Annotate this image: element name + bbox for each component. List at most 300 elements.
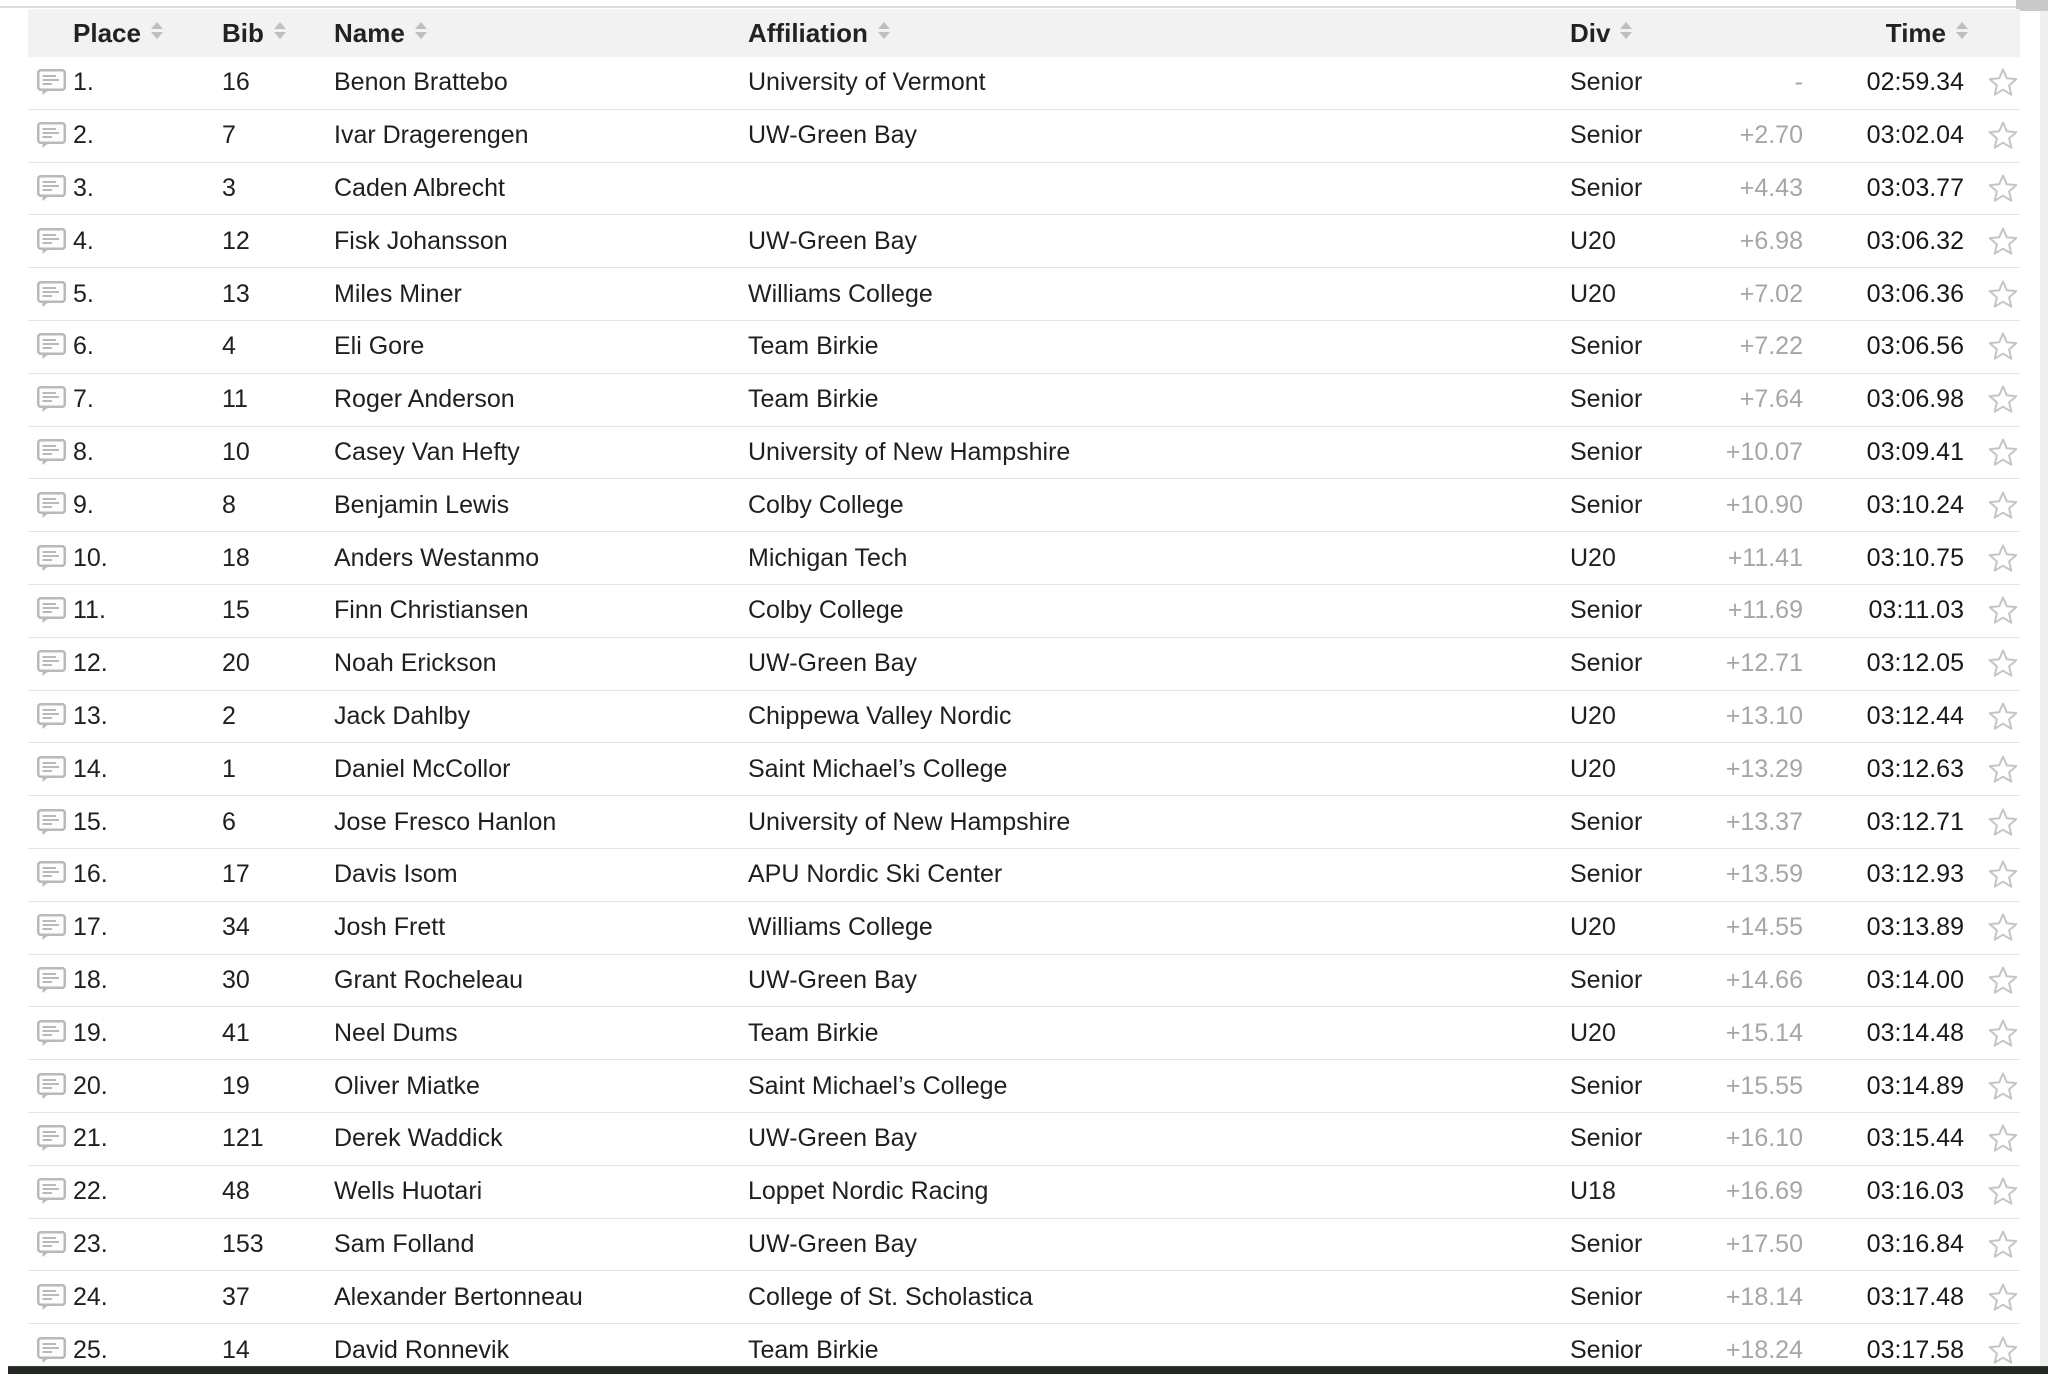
star-icon[interactable]: [1987, 1335, 2019, 1366]
cell-star: [1968, 437, 2020, 468]
cell-diff: +7.02: [1739, 279, 1803, 308]
cell-diff: +2.70: [1739, 121, 1803, 150]
cell-place: 9.: [73, 490, 94, 519]
cell-time: 03:03.77: [1866, 173, 1964, 202]
table-row[interactable]: [28, 1113, 2020, 1166]
star-icon[interactable]: [1987, 859, 2019, 890]
cell-time: 03:17.58: [1866, 1335, 1964, 1364]
comment-icon[interactable]: [37, 1337, 66, 1364]
cell-place: 13.: [73, 701, 108, 730]
cell-star: [1968, 67, 2020, 98]
cell-name: Jack Dahlby: [334, 701, 471, 730]
cell-div: Senior: [1570, 807, 1643, 836]
cell-icon: [28, 175, 66, 202]
cell-bib: 10: [222, 437, 250, 466]
table-body: [28, 57, 2020, 1374]
cell-name: Finn Christiansen: [334, 596, 529, 625]
cell-time: 03:06.36: [1866, 279, 1964, 308]
cell-bib: 16: [222, 68, 250, 97]
cell-time: 03:15.44: [1866, 1124, 1964, 1153]
cell-place: 8.: [73, 437, 94, 466]
column-header-label: Time: [1885, 17, 1946, 48]
cell-name: Anders Westanmo: [334, 543, 540, 572]
cell-icon: [28, 122, 66, 149]
cell-place: 1.: [73, 68, 94, 97]
cell-diff: +16.10: [1725, 1124, 1803, 1153]
cell-time: 03:17.48: [1866, 1282, 1964, 1311]
cell-icon: [28, 756, 66, 783]
table-row[interactable]: [28, 1166, 2020, 1219]
cell-place: 6.: [73, 332, 94, 361]
cell-div: U20: [1570, 1018, 1616, 1047]
top-divider: [0, 6, 2016, 8]
cell-place: 7.: [73, 385, 94, 414]
cell-place: 25.: [73, 1335, 108, 1364]
comment-icon[interactable]: [37, 1125, 66, 1152]
comment-icon[interactable]: [37, 1073, 66, 1100]
cell-affiliation: University of New Hampshire: [748, 807, 1071, 836]
cell-div: Senior: [1570, 173, 1643, 202]
cell-bib: 20: [222, 649, 250, 678]
cell-diff: +4.43: [1739, 173, 1803, 202]
cell-diff: +14.66: [1725, 965, 1803, 994]
cell-icon: [28, 914, 66, 941]
comment-icon[interactable]: [37, 333, 66, 360]
table-row[interactable]: [28, 1271, 2020, 1324]
cell-affiliation: College of St. Scholastica: [748, 1282, 1033, 1311]
cell-icon: [28, 861, 66, 888]
table-row[interactable]: [28, 955, 2020, 1008]
cell-diff: +14.55: [1725, 913, 1803, 942]
cell-affiliation: Loppet Nordic Racing: [748, 1177, 989, 1206]
column-header-label: Place: [73, 17, 141, 48]
column-header-label: Affiliation: [748, 17, 868, 48]
cell-name: Miles Miner: [334, 279, 462, 308]
cell-time: 03:10.24: [1866, 490, 1964, 519]
cell-bib: 2: [222, 701, 236, 730]
cell-star: [1968, 965, 2020, 996]
cell-star: [1968, 1229, 2020, 1260]
cell-div: U20: [1570, 279, 1616, 308]
table-row[interactable]: [28, 796, 2020, 849]
comment-icon[interactable]: [37, 1178, 66, 1205]
cell-diff: +13.10: [1725, 701, 1803, 730]
cell-star: [1968, 648, 2020, 679]
cell-star: [1968, 1176, 2020, 1207]
cell-star: [1968, 595, 2020, 626]
cell-name: Roger Anderson: [334, 385, 515, 414]
cell-affiliation: Saint Michael’s College: [748, 754, 1008, 783]
comment-icon[interactable]: [37, 228, 66, 255]
cell-time: 03:12.93: [1866, 860, 1964, 889]
cell-name: Noah Erickson: [334, 649, 497, 678]
cell-icon: [28, 967, 66, 994]
cell-bib: 11: [222, 385, 248, 414]
cell-name: Benjamin Lewis: [334, 490, 510, 519]
cell-name: Benon Brattebo: [334, 68, 508, 97]
table-row[interactable]: [28, 691, 2020, 744]
star-icon[interactable]: [1987, 648, 2019, 679]
star-icon[interactable]: [1987, 384, 2019, 415]
cell-bib: 13: [222, 279, 250, 308]
cell-div: Senior: [1570, 121, 1643, 150]
cell-place: 20.: [73, 1071, 108, 1100]
cell-name: Oliver Miatke: [334, 1071, 480, 1100]
cell-diff: +15.14: [1725, 1018, 1803, 1047]
star-icon[interactable]: [1987, 543, 2019, 574]
cell-time: 03:14.48: [1866, 1018, 1964, 1047]
cell-diff: +18.14: [1725, 1282, 1803, 1311]
bottom-image-edge: [8, 1366, 2048, 1374]
cell-star: [1968, 754, 2020, 785]
sort-icon: [1620, 22, 1632, 39]
cell-bib: 7: [222, 121, 236, 150]
cell-name: Fisk Johansson: [334, 226, 508, 255]
cell-name: Daniel McCollor: [334, 754, 511, 783]
cell-time: 03:09.41: [1866, 437, 1964, 466]
table-row[interactable]: [28, 585, 2020, 638]
table-row[interactable]: [28, 57, 2020, 110]
cell-affiliation: Team Birkie: [748, 332, 879, 361]
comment-icon[interactable]: [37, 650, 66, 677]
star-icon[interactable]: [1987, 331, 2019, 362]
cell-place: 17.: [73, 913, 108, 942]
column-header-label: Div: [1570, 17, 1611, 48]
cell-time: 03:12.05: [1866, 649, 1964, 678]
cell-name: Caden Albrecht: [334, 173, 505, 202]
table-row[interactable]: [28, 268, 2020, 321]
cell-bib: 19: [222, 1071, 250, 1100]
cell-affiliation: UW-Green Bay: [748, 1229, 918, 1258]
cell-star: [1968, 384, 2020, 415]
cell-bib: 18: [222, 543, 250, 572]
cell-name: Wells Huotari: [334, 1177, 483, 1206]
cell-diff: +7.64: [1739, 385, 1803, 414]
cell-icon: [28, 703, 66, 730]
cell-div: Senior: [1570, 965, 1643, 994]
cell-star: [1968, 912, 2020, 943]
cell-name: Davis Isom: [334, 860, 458, 889]
column-header-place[interactable]: [66, 18, 214, 49]
table-row[interactable]: [28, 743, 2020, 796]
cell-bib: 6: [222, 807, 236, 836]
star-icon[interactable]: [1987, 279, 2019, 310]
cell-time: 03:12.63: [1866, 754, 1964, 783]
cell-star: [1968, 173, 2020, 204]
cell-star: [1968, 226, 2020, 257]
cell-bib: 3: [222, 173, 236, 202]
star-icon[interactable]: [1987, 1071, 2019, 1102]
comment-icon[interactable]: [37, 439, 66, 466]
cell-star: [1968, 1071, 2020, 1102]
cell-bib: 14: [222, 1335, 250, 1364]
comment-icon[interactable]: [37, 492, 66, 519]
cell-place: 5.: [73, 279, 94, 308]
cell-icon: [28, 228, 66, 255]
comment-icon[interactable]: [37, 756, 66, 783]
cell-bib: 37: [222, 1282, 250, 1311]
cell-place: 19.: [73, 1018, 108, 1047]
cell-name: Ivar Dragerengen: [334, 121, 529, 150]
cell-time: 03:06.98: [1866, 385, 1964, 414]
star-icon[interactable]: [1987, 1123, 2019, 1154]
cell-bib: 153: [222, 1229, 264, 1258]
sort-icon: [1956, 22, 1968, 39]
cell-star: [1968, 1018, 2020, 1049]
cell-div: Senior: [1570, 860, 1643, 889]
cell-bib: 34: [222, 913, 250, 942]
cell-star: [1968, 331, 2020, 362]
cell-star: [1968, 1335, 2020, 1366]
vertical-scrollbar-track[interactable]: [2040, 0, 2048, 1374]
cell-diff: -: [1794, 68, 1803, 97]
cell-time: 03:10.75: [1866, 543, 1964, 572]
cell-bib: 8: [222, 490, 236, 519]
comment-icon[interactable]: [37, 122, 66, 149]
cell-time: 03:06.56: [1866, 332, 1964, 361]
column-header-name[interactable]: [326, 18, 740, 49]
cell-diff: +17.50: [1725, 1229, 1803, 1258]
cell-place: 15.: [73, 807, 108, 836]
table-row[interactable]: [28, 532, 2020, 585]
cell-time: 03:14.89: [1866, 1071, 1964, 1100]
cell-name: Sam Folland: [334, 1229, 475, 1258]
table-row[interactable]: [28, 1007, 2020, 1060]
cell-diff: +13.37: [1725, 807, 1803, 836]
cell-div: Senior: [1570, 596, 1643, 625]
comment-icon[interactable]: [37, 967, 66, 994]
cell-div: U20: [1570, 226, 1616, 255]
column-header-label: Bib: [222, 17, 264, 48]
column-header-bib[interactable]: [214, 18, 326, 49]
star-icon[interactable]: [1987, 1282, 2019, 1313]
cell-place: 21.: [73, 1124, 108, 1153]
cell-bib: 30: [222, 965, 250, 994]
cell-affiliation: UW-Green Bay: [748, 1124, 918, 1153]
cell-name: Josh Frett: [334, 913, 446, 942]
cell-icon: [28, 333, 66, 360]
comment-icon[interactable]: [37, 1284, 66, 1311]
cell-icon: [28, 69, 66, 96]
cell-diff: +11.69: [1727, 596, 1803, 625]
star-icon[interactable]: [1987, 754, 2019, 785]
star-icon[interactable]: [1987, 120, 2019, 151]
cell-affiliation: UW-Green Bay: [748, 965, 918, 994]
comment-icon[interactable]: [37, 703, 66, 730]
sort-icon: [878, 22, 890, 39]
cell-bib: 4: [222, 332, 236, 361]
cell-star: [1968, 279, 2020, 310]
sort-icon: [415, 22, 427, 39]
cell-affiliation: University of New Hampshire: [748, 437, 1071, 466]
table-row[interactable]: [28, 110, 2020, 163]
cell-affiliation: Team Birkie: [748, 1335, 879, 1364]
cell-place: 18.: [73, 965, 108, 994]
cell-affiliation: Michigan Tech: [748, 543, 908, 572]
cell-name: Casey Van Hefty: [334, 437, 520, 466]
cell-div: Senior: [1570, 332, 1643, 361]
cell-diff: +7.22: [1739, 332, 1803, 361]
comment-icon[interactable]: [37, 69, 66, 96]
table-row[interactable]: [28, 1060, 2020, 1113]
table-row[interactable]: [28, 638, 2020, 691]
cell-place: 10.: [73, 543, 108, 572]
cell-time: 03:12.71: [1866, 807, 1964, 836]
cell-time: 03:12.44: [1866, 701, 1964, 730]
column-header-label: Name: [334, 17, 405, 48]
cell-place: 14.: [73, 754, 108, 783]
cell-div: Senior: [1570, 649, 1643, 678]
table-row[interactable]: [28, 902, 2020, 955]
table-row[interactable]: [28, 849, 2020, 902]
cell-place: 3.: [73, 173, 94, 202]
star-icon[interactable]: [1987, 1176, 2019, 1207]
cell-time: 03:11.03: [1868, 596, 1964, 625]
cell-affiliation: UW-Green Bay: [748, 121, 918, 150]
sort-icon: [274, 22, 286, 39]
star-icon[interactable]: [1987, 807, 2019, 838]
comment-icon[interactable]: [37, 545, 66, 572]
cell-place: 22.: [73, 1177, 108, 1206]
cell-name: Alexander Bertonneau: [334, 1282, 583, 1311]
cell-div: Senior: [1570, 1282, 1643, 1311]
star-icon[interactable]: [1987, 1229, 2019, 1260]
comment-icon[interactable]: [37, 914, 66, 941]
cell-affiliation: UW-Green Bay: [748, 649, 918, 678]
cell-affiliation: Colby College: [748, 596, 904, 625]
cell-time: 02:59.34: [1866, 68, 1964, 97]
comment-icon[interactable]: [37, 597, 66, 624]
cell-place: 12.: [73, 649, 108, 678]
cell-div: U20: [1570, 701, 1616, 730]
cell-diff: +13.59: [1725, 860, 1803, 889]
cell-star: [1968, 490, 2020, 521]
cell-bib: 17: [222, 860, 250, 889]
cell-time: 03:14.00: [1866, 965, 1964, 994]
column-header-time[interactable]: [1810, 18, 1968, 49]
cell-star: [1968, 543, 2020, 574]
cell-bib: 12: [222, 226, 250, 255]
comment-icon[interactable]: [37, 1020, 66, 1047]
comment-icon[interactable]: [37, 861, 66, 888]
table-row[interactable]: [28, 479, 2020, 532]
cell-affiliation: APU Nordic Ski Center: [748, 860, 1003, 889]
cell-icon: [28, 809, 66, 836]
table-row[interactable]: [28, 215, 2020, 268]
cell-name: Derek Waddick: [334, 1124, 503, 1153]
comment-icon[interactable]: [37, 175, 66, 202]
cell-div: Senior: [1570, 1071, 1643, 1100]
cell-div: Senior: [1570, 437, 1643, 466]
star-icon[interactable]: [1987, 173, 2019, 204]
cell-affiliation: University of Vermont: [748, 68, 986, 97]
table-row[interactable]: [28, 321, 2020, 374]
cell-icon: [28, 1178, 66, 1205]
star-icon[interactable]: [1987, 1018, 2019, 1049]
cell-icon: [28, 1337, 66, 1364]
table-row[interactable]: [28, 163, 2020, 216]
cell-affiliation: Team Birkie: [748, 1018, 879, 1047]
cell-name: Neel Dums: [334, 1018, 458, 1047]
cell-div: U20: [1570, 754, 1616, 783]
cell-div: Senior: [1570, 1124, 1643, 1153]
cell-diff: +12.71: [1725, 649, 1803, 678]
star-icon[interactable]: [1987, 67, 2019, 98]
star-icon[interactable]: [1987, 912, 2019, 943]
star-icon[interactable]: [1987, 701, 2019, 732]
cell-diff: +16.69: [1725, 1177, 1803, 1206]
cell-time: 03:13.89: [1866, 913, 1964, 942]
cell-diff: +13.29: [1725, 754, 1803, 783]
star-icon[interactable]: [1987, 437, 2019, 468]
cell-diff: +11.41: [1727, 543, 1803, 572]
comment-icon[interactable]: [37, 809, 66, 836]
star-icon[interactable]: [1987, 490, 2019, 521]
cell-div: Senior: [1570, 68, 1643, 97]
cell-name: Grant Rocheleau: [334, 965, 524, 994]
cell-icon: [28, 439, 66, 466]
comment-icon[interactable]: [37, 1231, 66, 1258]
column-header-div[interactable]: [1562, 18, 1700, 49]
cell-affiliation: Williams College: [748, 913, 933, 942]
scrollbar-thumb[interactable]: [2016, 0, 2048, 11]
table-header-row: [28, 9, 2020, 57]
star-icon[interactable]: [1987, 965, 2019, 996]
cell-div: U20: [1570, 913, 1616, 942]
cell-star: [1968, 1282, 2020, 1313]
cell-bib: 121: [222, 1124, 264, 1153]
cell-bib: 15: [222, 596, 250, 625]
cell-icon: [28, 545, 66, 572]
cell-place: 23.: [73, 1229, 108, 1258]
star-icon[interactable]: [1987, 226, 2019, 257]
cell-icon: [28, 281, 66, 308]
cell-affiliation: Chippewa Valley Nordic: [748, 701, 1012, 730]
comment-icon[interactable]: [37, 386, 66, 413]
cell-star: [1968, 701, 2020, 732]
cell-name: David Ronnevik: [334, 1335, 510, 1364]
column-header-affiliation[interactable]: [740, 18, 1562, 49]
table-row[interactable]: [28, 427, 2020, 480]
table-row[interactable]: [28, 1219, 2020, 1272]
cell-diff: +18.24: [1725, 1335, 1803, 1364]
cell-time: 03:16.03: [1866, 1177, 1964, 1206]
cell-place: 2.: [73, 121, 94, 150]
star-icon[interactable]: [1987, 595, 2019, 626]
cell-diff: +10.07: [1725, 437, 1803, 466]
table-row[interactable]: [28, 374, 2020, 427]
cell-star: [1968, 807, 2020, 838]
cell-bib: 48: [222, 1177, 250, 1206]
cell-div: U18: [1570, 1177, 1616, 1206]
cell-div: U20: [1570, 543, 1616, 572]
cell-icon: [28, 1231, 66, 1258]
cell-icon: [28, 1284, 66, 1311]
cell-diff: +10.90: [1725, 490, 1803, 519]
cell-place: 11.: [73, 596, 106, 625]
cell-place: 16.: [73, 860, 108, 889]
cell-bib: 41: [222, 1018, 250, 1047]
cell-icon: [28, 650, 66, 677]
cell-affiliation: Team Birkie: [748, 385, 879, 414]
cell-icon: [28, 597, 66, 624]
cell-star: [1968, 859, 2020, 890]
sort-icon: [151, 22, 163, 39]
cell-diff: +15.55: [1725, 1071, 1803, 1100]
comment-icon[interactable]: [37, 281, 66, 308]
cell-icon: [28, 492, 66, 519]
cell-time: 03:16.84: [1866, 1229, 1964, 1258]
